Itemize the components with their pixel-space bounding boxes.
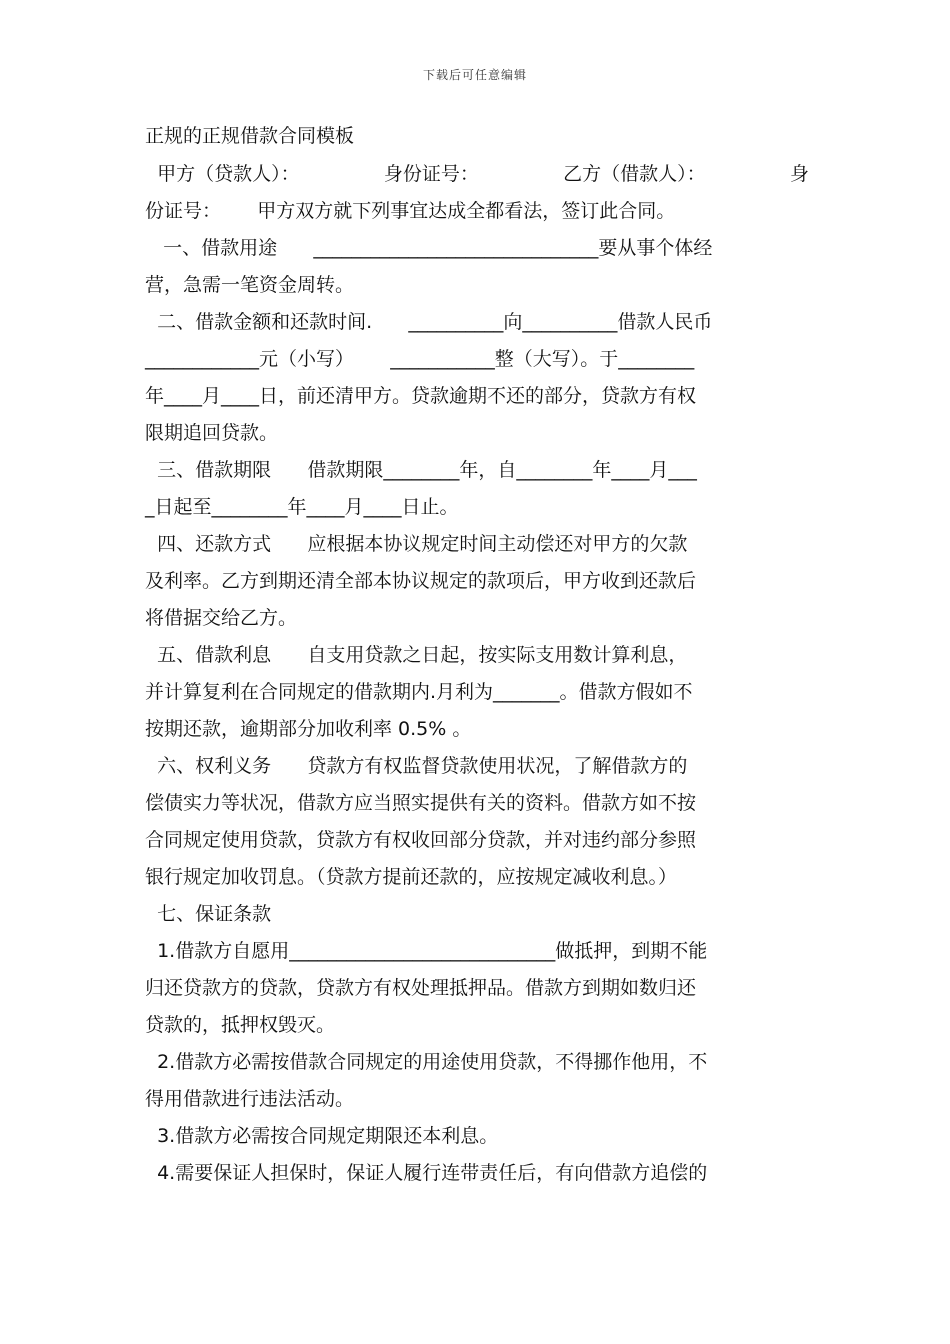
paragraph-line: 偿债实力等状况，借款方应当照实提供有关的资料。借款方如不按 [145,792,697,814]
paragraph-line: 三、借款期限 借款期限________年，自________年____月___ [145,459,697,481]
parties-agreement-line: 份证号： 甲方双方就下列事宜达成全都看法，签订此合同。 [145,200,676,222]
borrower-label: 乙方（借款人）： [563,163,706,185]
paragraph-line: 一、借款用途 ______________________________要从事个体经 [145,237,713,259]
paragraph-line: 将借据交给乙方。 [145,607,298,629]
paragraph-line: 3.借款方必需按合同规定期限还本利息。 [145,1125,499,1147]
section-interest [145,637,809,748]
parties-line [145,156,809,193]
paragraph-line: 按期还款，逾期部分加收利率 0.5% 。 [145,718,472,740]
id-label-start: 身 [789,163,809,185]
paragraph-line: 五、借款利息 自支用贷款之日起，按实际支用数计算利息， [145,644,688,666]
section-guarantee-title: 七、保证条款 [145,903,272,925]
paragraph-line: 4.需要保证人担保时，保证人履行连带责任后，有向借款方追偿的 [145,1162,708,1184]
paragraph-line: 及利率。乙方到期还清全部本协议规定的款项后，甲方收到还款后 [145,570,697,592]
paragraph-line: 贷款的，抵押权毁灭。 [145,1014,336,1036]
paragraph-line: 1.借款方自愿用____________________________做抵押，到期不能 [145,940,708,962]
id-number-label: 身份证号： [383,163,479,185]
paragraph-line: 二、借款金额和还款时间. __________向__________借款人民币 [145,311,713,333]
paragraph-line: 归还贷款方的贷款，贷款方有权处理抵押品。借款方到期如数归还 [145,977,697,999]
section-rights-obligations [145,748,809,896]
paragraph-line: 并计算复利在合同规定的借款期内.月利为_______。借款方假如不 [145,681,693,703]
clause-1 [145,933,809,1044]
contract-body [145,118,809,1192]
paragraph-line: 年____月____日，前还清甲方。贷款逾期不还的部分，贷款方有权 [145,385,697,407]
paragraph-line: 四、还款方式 应根据本协议规定时间主动偿还对甲方的欠款 [145,533,688,555]
paragraph-line: 银行规定加收罚息。（贷款方提前还款的，应按规定减收利息。） [145,866,678,888]
paragraph-line: 得用借款进行违法活动。 [145,1088,355,1110]
paragraph-line: _日起至________年____月____日止。 [145,496,459,518]
paragraph-line: 营，急需一笔资金周转。 [145,274,355,296]
clause-2 [145,1044,809,1118]
paragraph-line: 六、权利义务 贷款方有权监督贷款使用状况，了解借款方的 [145,755,688,777]
header-note: 下载后可任意编辑 [422,68,527,82]
section-term [145,452,809,526]
paragraph-line: 限期追回贷款。 [145,422,279,444]
clause-3 [145,1118,809,1155]
paragraph-line: 合同规定使用贷款，贷款方有权收回部分贷款，并对违约部分参照 [145,829,697,851]
paragraph-line: ____________元（小写） ___________整（大写）。于________ [145,348,695,370]
clause-4 [145,1155,809,1192]
document-title: 正规的正规借款合同模板 [145,125,355,147]
section-amount-repayment [145,304,809,452]
paragraph-line: 2.借款方必需按借款合同规定的用途使用贷款，不得挪作他用，不 [145,1051,708,1073]
lender-label: 甲方（贷款人）： [145,163,300,185]
section-repayment-method [145,526,809,637]
section-purpose [145,230,809,304]
